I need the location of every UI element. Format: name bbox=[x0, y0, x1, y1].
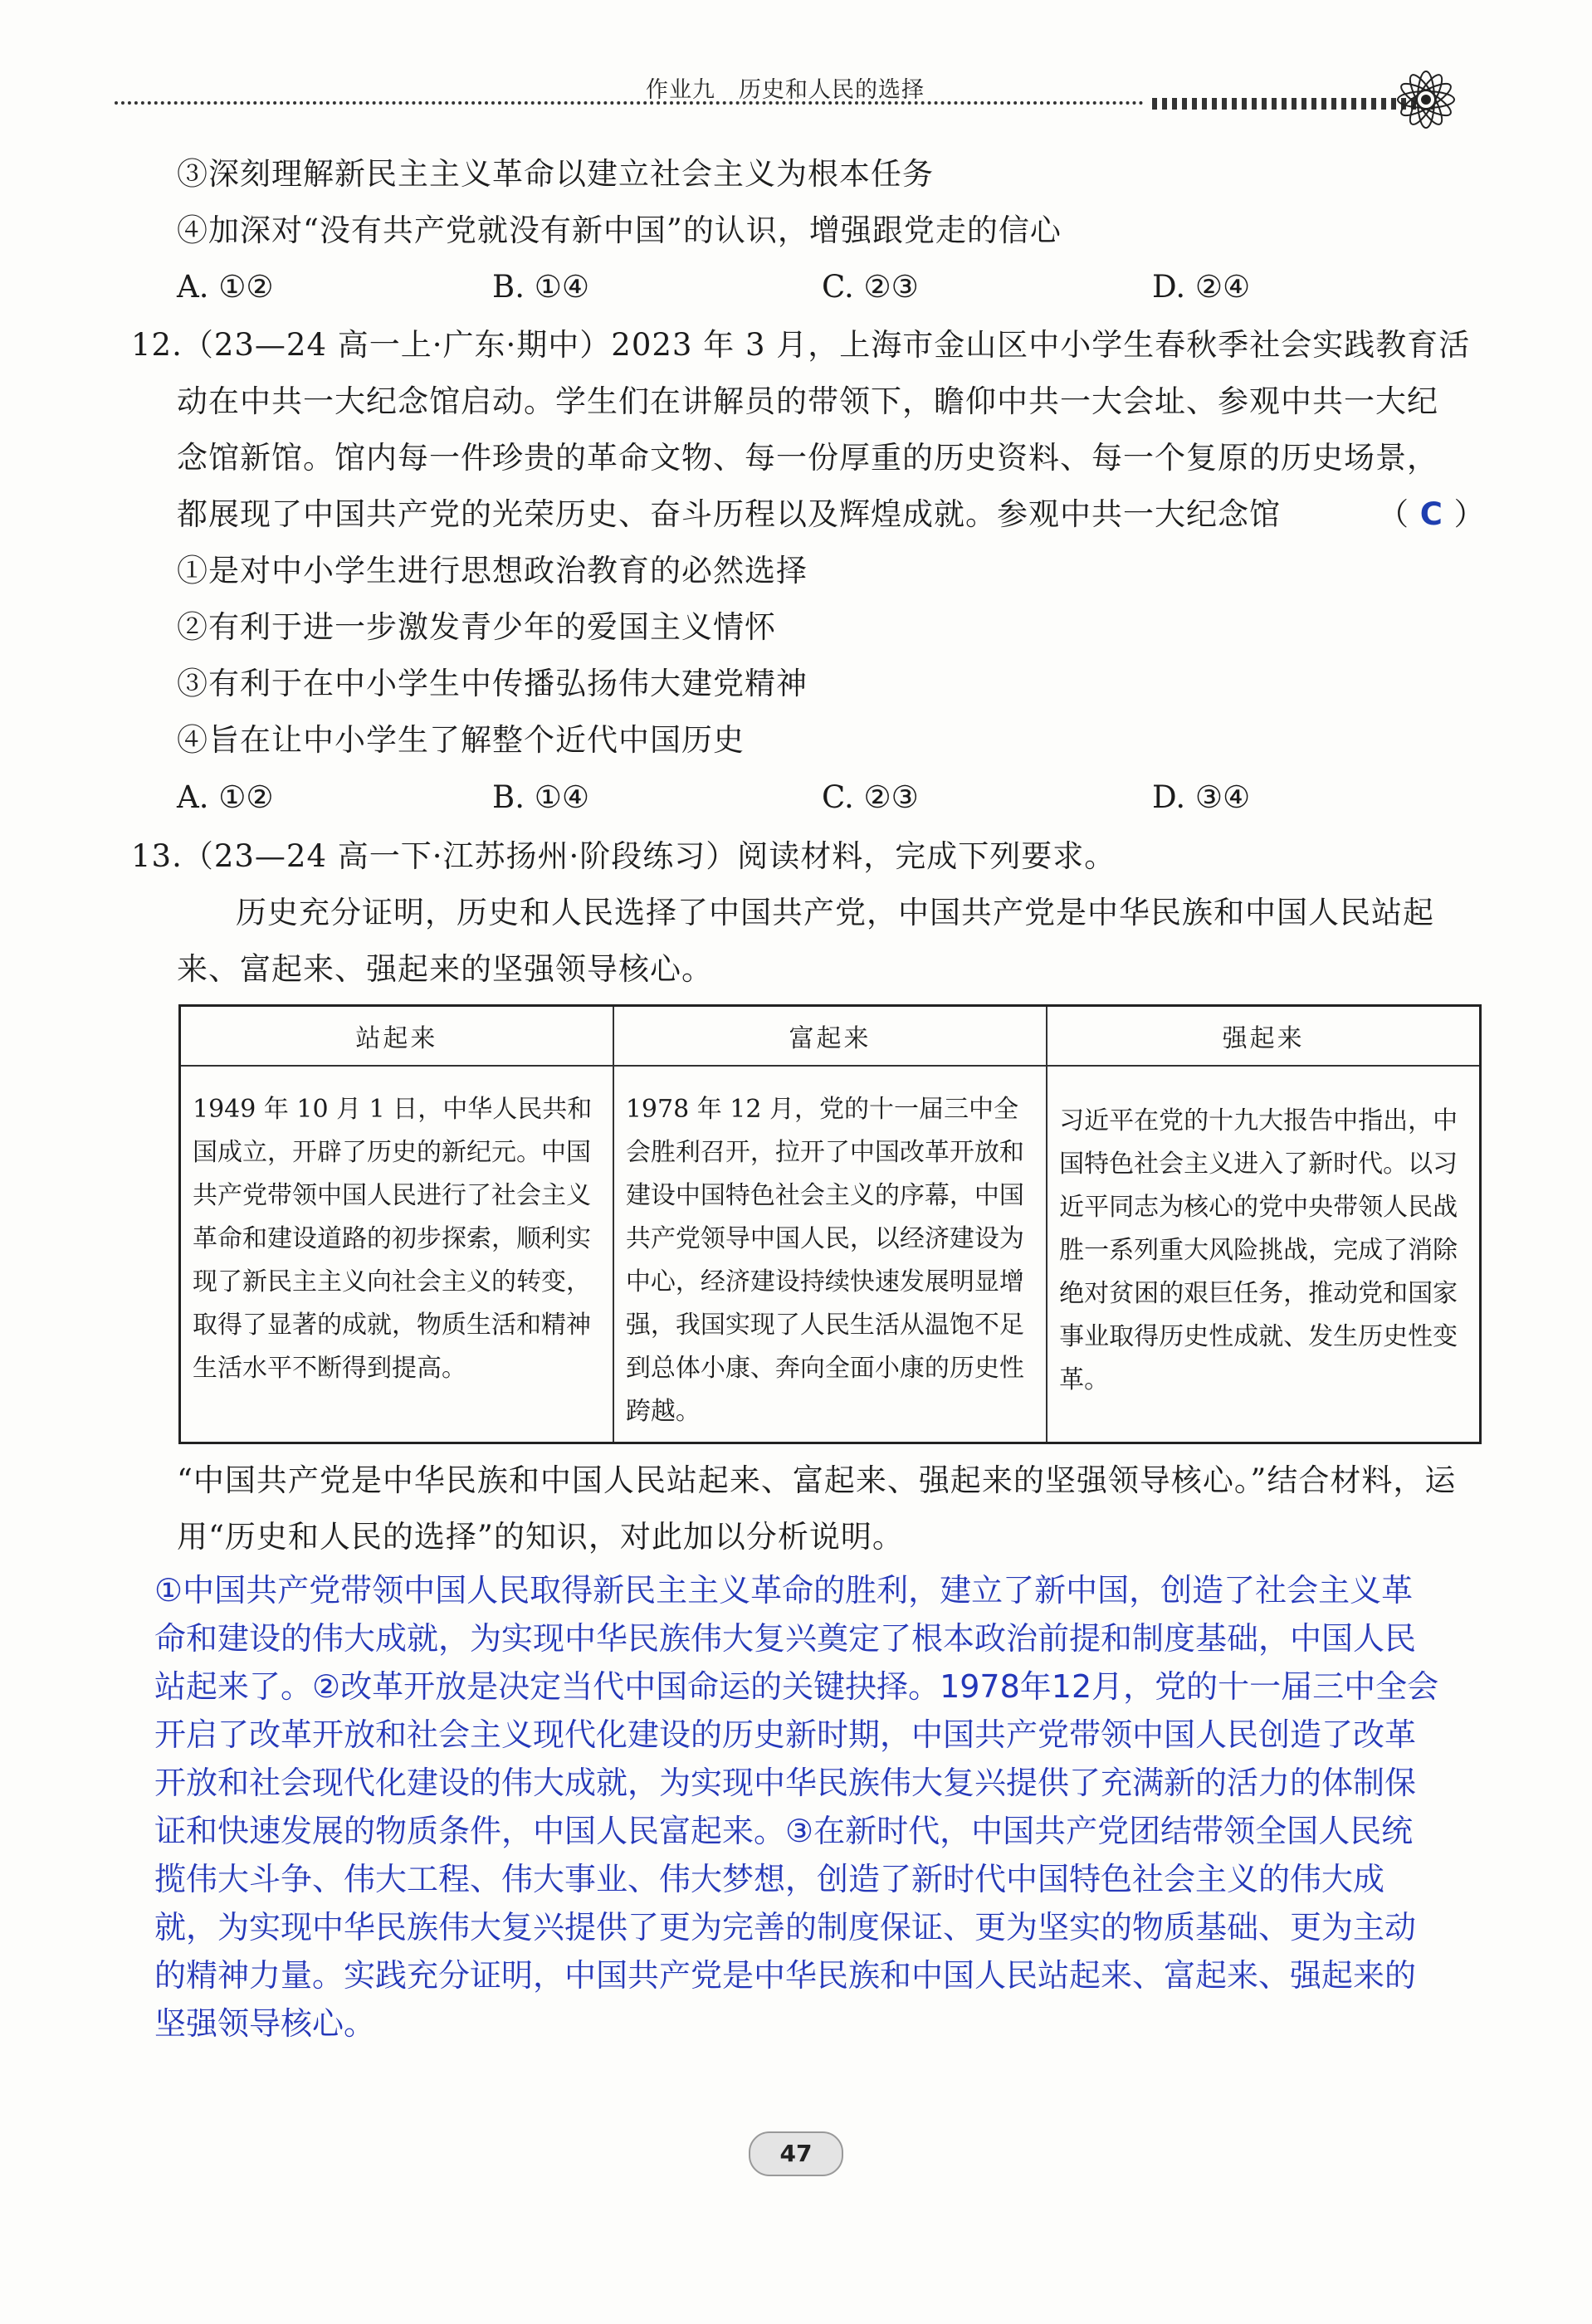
q12-statement-2: ②有利于进一步激发青少年的爱国主义情怀 bbox=[177, 609, 776, 645]
table-cell-stand-up: 1949 年 10 月 1 日，中华人民共和国成立，开辟了历史的新纪元。中国共产党带领中国人民进行了社会主义革命和建设道路的初步探索，顺利实现了新民主主义向社会主义的转变，取得了显著的成就，物质生活和精神生活水平不断得到提高。 bbox=[180, 1066, 613, 1443]
answer-line-4: 开启了改革开放和社会主义现代化建设的历史新时期，中国共产党带领中国人民创造了改革 bbox=[154, 1716, 1417, 1753]
answer-line-3: 站起来了。②改革开放是决定当代中国命运的关键抉择。1978年12月，党的十一届三中全会 bbox=[154, 1668, 1439, 1705]
q12-statement-4: ④旨在让中小学生了解整个近代中国历史 bbox=[177, 722, 745, 758]
q12-answer-bracket: （ C ） bbox=[1378, 496, 1486, 532]
prev-option-b: B. ①④ bbox=[492, 269, 590, 305]
flower-icon bbox=[1376, 50, 1476, 149]
answer-line-9: 的精神力量。实践充分证明，中国共产党是中华民族和中国人民站起来、富起来、强起来的 bbox=[154, 1957, 1417, 1994]
answer-line-10: 坚强领导核心。 bbox=[154, 2005, 376, 2042]
q12-answer: C bbox=[1419, 496, 1443, 532]
q13-stem: 13.（23—24 高一下·江苏扬州·阶段练习）阅读材料，完成下列要求。 bbox=[131, 838, 1116, 874]
answer-line-2: 命和建设的伟大成就，为实现中华民族伟大复兴奠定了根本政治前提和制度基础，中国人民 bbox=[154, 1620, 1417, 1657]
q13-material-line-1: 历史充分证明，历史和人民选择了中国共产党，中国共产党是中华民族和中国人民站起 bbox=[236, 895, 1434, 930]
q12-stem-line-1: 12.（23—24 高一上·广东·期中）2023 年 3 月，上海市金山区中小学生春秋季社会实践教育活 bbox=[131, 327, 1471, 363]
header-dotted-rule bbox=[115, 101, 1144, 105]
prev-option-d: D. ②④ bbox=[1152, 269, 1251, 305]
q13-question-line-2: 用“历史和人民的选择”的知识，对此加以分析说明。 bbox=[177, 1519, 904, 1555]
answer-line-8: 就，为实现中华民族伟大复兴提供了更为完善的制度保证、更为坚实的物质基础、更为主动 bbox=[154, 1909, 1417, 1946]
prev-option-a: A. ①② bbox=[177, 269, 274, 305]
q13-material-line-2: 来、富起来、强起来的坚强领导核心。 bbox=[177, 951, 713, 987]
material-table bbox=[178, 1004, 1482, 1444]
q12-statement-1: ①是对中小学生进行思想政治教育的必然选择 bbox=[177, 553, 808, 588]
q12-stem-line-2: 动在中共一大纪念馆启动。学生们在讲解员的带领下，瞻仰中共一大会址、参观中共一大纪 bbox=[177, 383, 1438, 419]
table-header-row bbox=[180, 1006, 1481, 1067]
q12-stem-line-4: 都展现了中国共产党的光荣历史、奋斗历程以及辉煌成就。参观中共一大纪念馆 bbox=[177, 496, 1281, 532]
q12-option-c: C. ②③ bbox=[822, 779, 919, 815]
prev-statement-4: ④加深对“没有共产党就没有新中国”的认识，增强跟党走的信心 bbox=[177, 212, 1062, 248]
table-header-cell: 站起来 bbox=[180, 1006, 613, 1067]
q13-question-line-1: “中国共产党是中华民族和中国人民站起来、富起来、强起来的坚强领导核心。”结合材料，运 bbox=[177, 1462, 1457, 1498]
q12-stem-line-3: 念馆新馆。馆内每一件珍贵的革命文物、每一份厚重的历史资料、每一个复原的历史场景， bbox=[177, 440, 1438, 476]
q12-statement-3: ③有利于在中小学生中传播弘扬伟大建党精神 bbox=[177, 666, 808, 701]
answer-line-1: ①中国共产党带领中国人民取得新民主主义革命的胜利，建立了新中国，创造了社会主义革 bbox=[154, 1572, 1414, 1609]
table-header-cell: 富起来 bbox=[613, 1006, 1047, 1067]
page-header bbox=[115, 50, 1484, 116]
header-title: 作业九 历史和人民的选择 bbox=[646, 77, 925, 103]
page-number: 47 bbox=[749, 2131, 843, 2176]
answer-line-7: 揽伟大斗争、伟大工程、伟大事业、伟大梦想，创造了新时代中国特色社会主义的伟大成 bbox=[154, 1861, 1385, 1897]
q12-option-d: D. ③④ bbox=[1152, 779, 1251, 815]
answer-line-6: 证和快速发展的物质条件，中国人民富起来。③在新时代，中国共产党团结带领全国人民统 bbox=[154, 1813, 1414, 1849]
prev-statement-3: ③深刻理解新民主主义革命以建立社会主义为根本任务 bbox=[177, 156, 934, 192]
table-row bbox=[180, 1066, 1481, 1443]
table-cell-get-rich: 1978 年 12 月，党的十一届三中全会胜利召开，拉开了中国改革开放和建设中国特色社会主义的序幕，中国共产党领导中国人民，以经济建设为中心，经济建设持续快速发展明显增强，我国实现了人民生活从温饱不足到总体小康、奔向全面小康的历史性跨越。 bbox=[613, 1066, 1047, 1443]
answer-line-5: 开放和社会现代化建设的伟大成就，为实现中华民族伟大复兴提供了充满新的活力的体制保 bbox=[154, 1765, 1417, 1801]
table-cell-grow-strong: 习近平在党的十九大报告中指出，中国特色社会主义进入了新时代。以习近平同志为核心的党中央带领人民战胜一系列重大风险挑战，完成了消除绝对贫困的艰巨任务，推动党和国家事业取得历史性成就、发生历史性变革。 bbox=[1047, 1066, 1480, 1443]
prev-option-c: C. ②③ bbox=[822, 269, 919, 305]
q12-option-b: B. ①④ bbox=[492, 779, 590, 815]
q12-option-a: A. ①② bbox=[177, 779, 274, 815]
table-header-cell: 强起来 bbox=[1047, 1006, 1480, 1067]
